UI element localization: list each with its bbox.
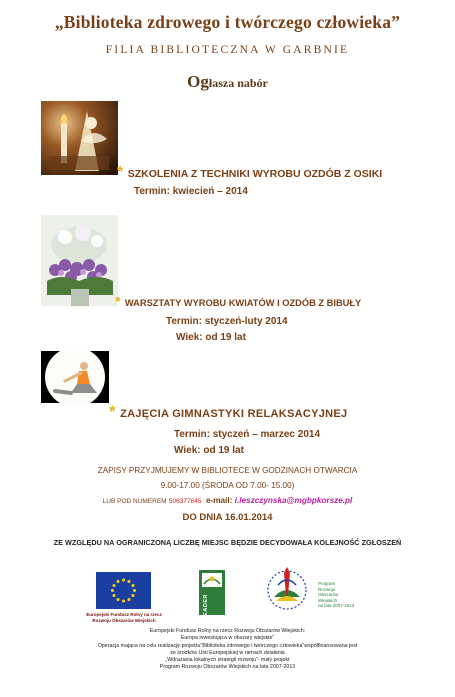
course-1-star: *: [117, 164, 124, 181]
footer-line: ze środków Unii Europejskiej w ramach działania: [170, 649, 285, 656]
prow-text-3: Obszarów: [318, 592, 339, 598]
course-3-title-row: [109, 402, 347, 422]
prow-text-1: Program: [318, 581, 336, 586]
announcement: [0, 72, 455, 92]
leader-logo-text: LEADER: [203, 594, 209, 620]
course-3-title: ZAJĘCIA GIMNASTYKI RELAKSACYJNEJ: [120, 408, 348, 420]
footer-line: Europa inwestująca w obszary wiejskie”: [180, 635, 275, 642]
prow-text: [318, 581, 354, 609]
footer-line: Europejski Fundusz Rolny na rzecz Rozwoju Obszarów Wiejskich:: [149, 628, 306, 634]
course-2-photo: [41, 215, 118, 306]
email-link[interactable]: i.leszczynska@mgbpkorsze.pl: [234, 496, 353, 505]
course-2-star: *: [115, 293, 121, 309]
page-subtitle: FILIA BIBLIOTECZNA W GARBNIE: [105, 44, 350, 56]
course-1-title: SZKOLENIA Z TECHNIKI WYROBU OZDÓB Z OSIKI: [127, 168, 383, 180]
course-3-star: *: [109, 402, 116, 421]
enrollment-line-1: ZAPISY PRZYJMUJEMY W BIBLIOTECE W GODZINACH OTWARCIA: [97, 466, 358, 475]
leader-logo: [199, 570, 225, 620]
phone-number: 506377845: [168, 498, 202, 505]
course-1-term: Termin: kwiecień – 2014: [134, 186, 248, 197]
course-1-photo: [41, 101, 118, 175]
prow-text-5: na lata 2007-2013: [318, 603, 355, 609]
eu-caption-2: Rozwoju Obszarów Wiejskich: [92, 618, 156, 623]
eu-flag-logo: [96, 572, 151, 609]
course-3-age: Wiek: od 19 lat: [174, 445, 244, 456]
course-2-term: Termin: styczeń-luty 2014: [166, 316, 288, 327]
deadline: DO DNIA 16.01.2014: [182, 512, 273, 523]
prow-logo: [262, 565, 312, 615]
announcement-rest: łasza nabór: [208, 76, 268, 90]
footer: [0, 628, 455, 672]
footer-line: „Wdrażania lokalnych strategii rozwoju”- mały projekt: [165, 657, 290, 664]
notice: ZE WZGLĘDU NA OGRANICZONĄ LICZBĘ MIEJSC BĘDZIE DECYDOWAŁA KOLEJNOŚĆ ZGŁOSZEŃ: [53, 538, 402, 547]
enrollment-contact: [0, 496, 455, 505]
prow-text-4: Wiejskich: [318, 597, 338, 603]
email-label: e-mail:: [206, 496, 233, 505]
course-2-title-row: [115, 293, 361, 311]
footer-line: Operacja mająca na celu realizację projektu"Biblioteka zdrowego i twórczego człowieka"współfinansowana jest: [97, 642, 358, 649]
course-1-title-row: [117, 164, 382, 182]
footer-line: Program Rozwoju Obszarów Wiejskich na lata 2007-2013: [159, 664, 296, 671]
announcement-initial: Og: [187, 72, 209, 91]
eu-caption-1: Europejski Fundusz Rolny na rzecz: [86, 612, 162, 617]
phone-prefix: LUB POD NUMEREM: [102, 498, 167, 505]
enrollment-hours: 9.00-17.00 (ŚRODA OD 7.00- 15.00): [160, 481, 295, 490]
course-2-title: WARSZTATY WYROBU KWIATÓW I OZDÓB Z BIBUŁY: [124, 298, 362, 308]
course-2-age: Wiek: od 19 lat: [176, 332, 246, 343]
page-title: „Biblioteka zdrowego i twórczego człowieka”: [54, 12, 401, 32]
course-3-photo: [41, 351, 109, 403]
prow-text-2: Rozwoju: [318, 586, 336, 592]
course-3-term: Termin: styczeń – marzec 2014: [174, 429, 321, 440]
